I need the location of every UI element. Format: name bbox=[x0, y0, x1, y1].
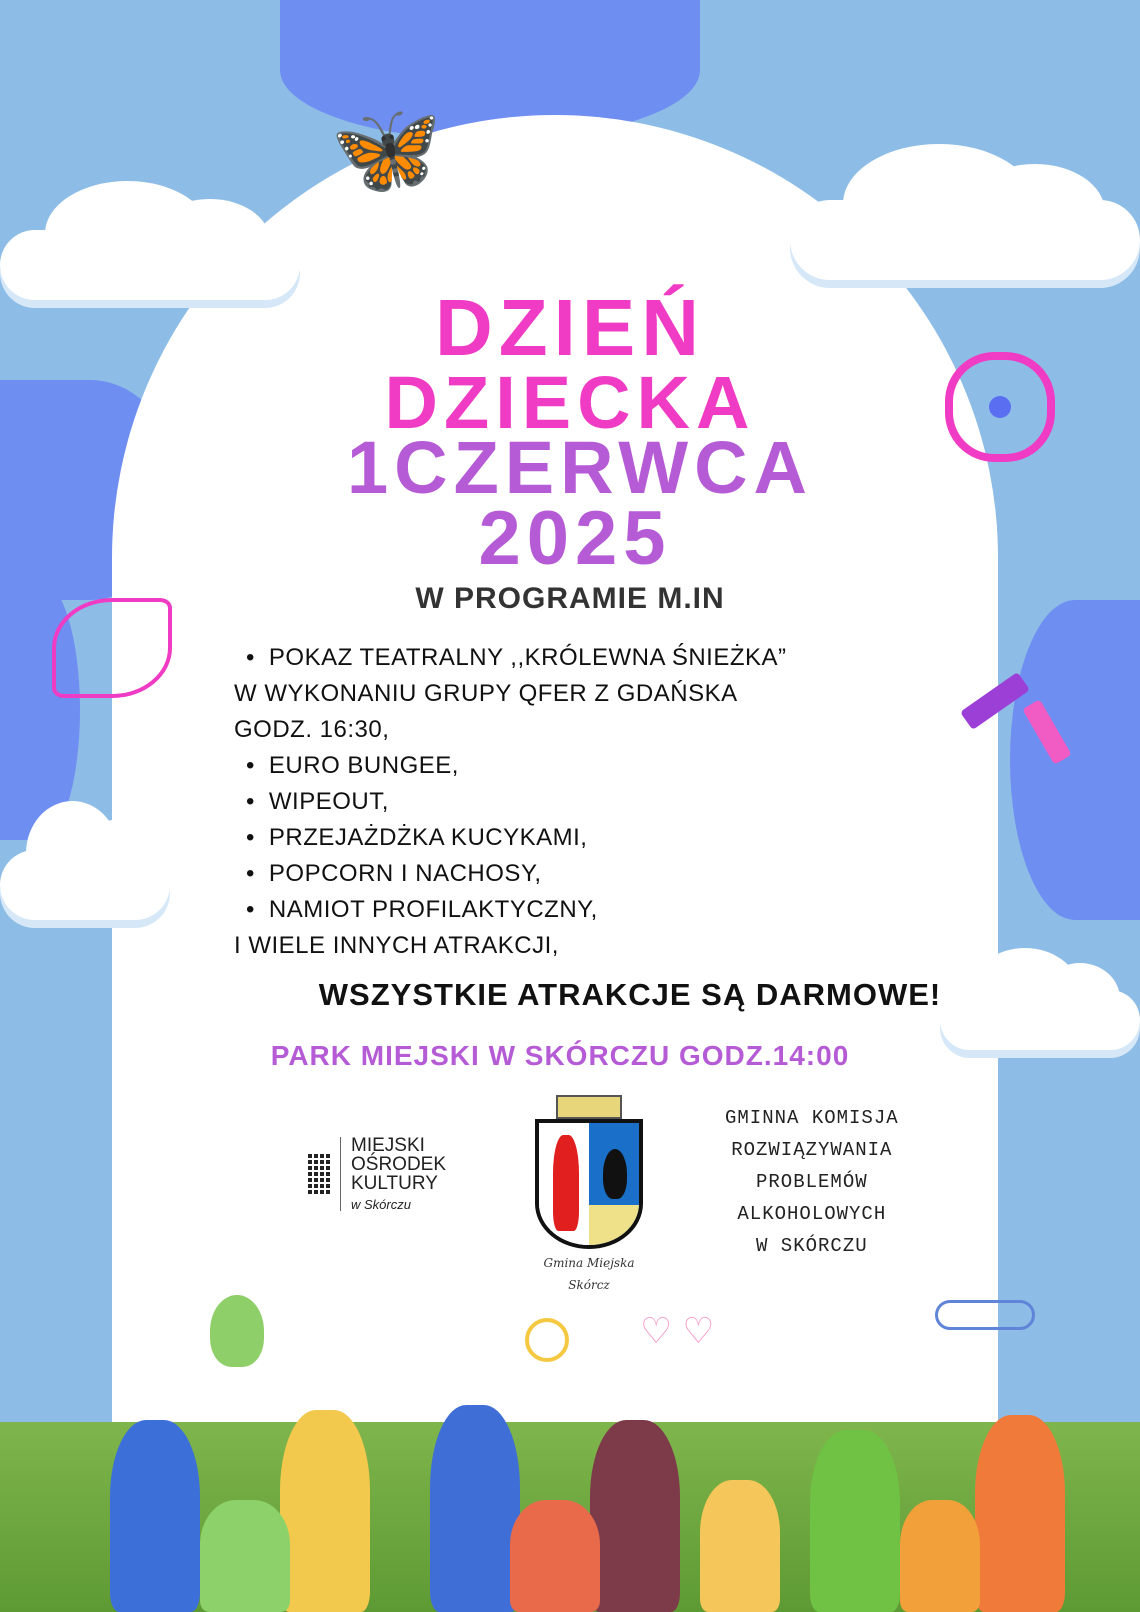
gkrpa-line: GMINNA KOMISJA bbox=[725, 1107, 899, 1129]
tree-doodle-icon bbox=[210, 1295, 264, 1367]
title-line-3: 1CZERWCA bbox=[347, 426, 813, 509]
gkrpa-line: ALKOHOLOWYCH bbox=[737, 1203, 887, 1225]
program-item: • POKAZ TEATRALNY ,,KRÓLEWNA ŚNIEŻKA” bbox=[234, 640, 787, 676]
heart-doodle-icon: ♡ ♡ bbox=[640, 1310, 715, 1351]
logo-divider bbox=[340, 1137, 341, 1211]
crown-icon bbox=[556, 1095, 622, 1119]
painted-hand bbox=[900, 1500, 980, 1612]
painted-hand bbox=[510, 1500, 600, 1612]
program-list bbox=[234, 640, 787, 964]
painted-hand bbox=[280, 1410, 370, 1612]
cloud bbox=[0, 850, 170, 920]
sun-doodle-icon bbox=[525, 1318, 569, 1362]
title-line-4: 2025 bbox=[478, 496, 672, 581]
program-item-continued: GODZ. 16:30, bbox=[234, 716, 390, 743]
program-item: • POPCORN I NACHOSY, bbox=[234, 856, 787, 892]
gmina-caption: Gmina Miejska bbox=[543, 1256, 635, 1270]
title-line-1: DZIEŃ bbox=[435, 283, 705, 372]
painted-hand bbox=[110, 1420, 200, 1612]
title-line-2: DZIECKA bbox=[384, 361, 756, 444]
free-notice: WSZYSTKIE ATRAKCJE SĄ DARMOWE! bbox=[318, 977, 942, 1012]
gkrpa-line: PROBLEMÓW bbox=[756, 1171, 868, 1193]
blackbird-icon bbox=[603, 1149, 627, 1199]
gkrpa-text bbox=[725, 1102, 899, 1262]
painted-hand bbox=[200, 1500, 290, 1612]
background-wave bbox=[1010, 600, 1140, 920]
program-item: • WIPEOUT, bbox=[234, 784, 787, 820]
location-time: PARK MIEJSKI W SKÓRCZU GODZ.14:00 bbox=[270, 1040, 850, 1071]
shield-icon bbox=[535, 1119, 643, 1249]
butterfly-icon: 🦋 bbox=[330, 100, 443, 200]
mok-logo bbox=[308, 1136, 446, 1212]
gkrpa-line: W SKÓRCZU bbox=[756, 1235, 868, 1257]
griffin-icon bbox=[539, 1123, 589, 1245]
gmina-coat-of-arms bbox=[532, 1095, 646, 1293]
mok-logo-text: MIEJSKI bbox=[351, 1135, 425, 1156]
mok-logo-text: KULTURY bbox=[351, 1173, 438, 1194]
program-closing: I WIELE INNYCH ATRAKCJI, bbox=[234, 932, 559, 959]
gkrpa-line: ROZWIĄZYWANIA bbox=[731, 1139, 893, 1161]
painted-hand bbox=[700, 1480, 780, 1612]
mok-logo-text: w Skórczu bbox=[351, 1197, 411, 1212]
mok-logo-mark bbox=[308, 1154, 330, 1194]
painted-hand bbox=[590, 1420, 680, 1612]
mok-logo-text: OŚRODEK bbox=[351, 1154, 447, 1175]
program-item: • NAMIOT PROFILAKTYCZNY, bbox=[234, 892, 787, 928]
blackbird-field bbox=[589, 1123, 639, 1245]
cloud bbox=[790, 200, 1140, 280]
program-item-continued: W WYKONANIU GRUPY QFER Z GDAŃSKA bbox=[234, 680, 738, 707]
program-heading: W PROGRAMIE M.IN bbox=[415, 582, 725, 615]
program-item: • EURO BUNGEE, bbox=[234, 748, 787, 784]
painted-hand bbox=[975, 1415, 1065, 1612]
program-item: • PRZEJAŻDŻKA KUCYKAMI, bbox=[234, 820, 787, 856]
cloud-doodle-icon bbox=[935, 1300, 1035, 1330]
gmina-caption: Skórcz bbox=[568, 1278, 610, 1292]
painted-hand bbox=[430, 1405, 520, 1612]
painted-hand bbox=[810, 1430, 900, 1612]
